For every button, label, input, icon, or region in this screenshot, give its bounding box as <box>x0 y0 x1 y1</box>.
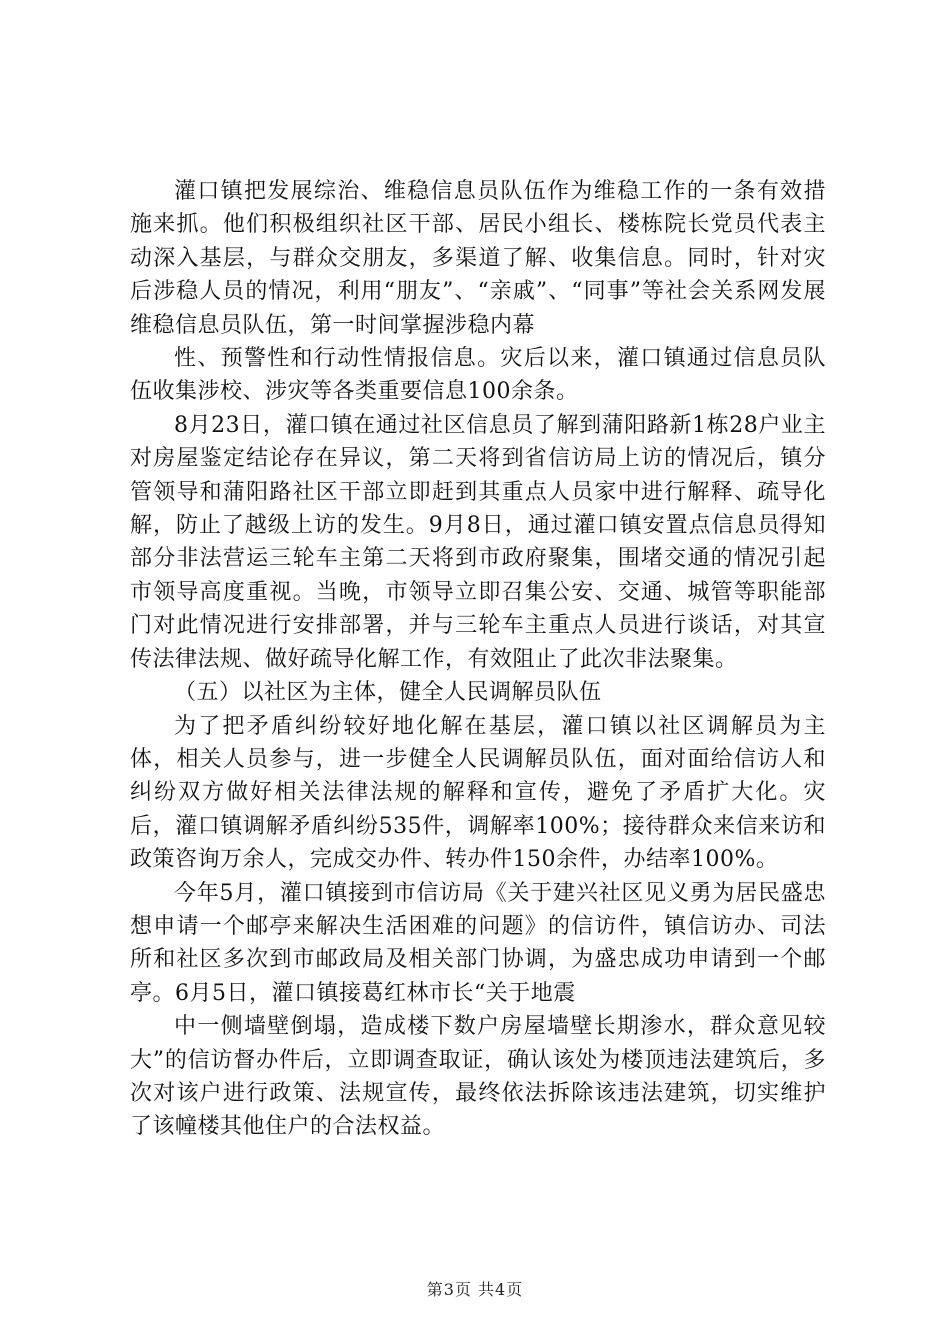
section-heading: （五）以社区为主体，健全人民调解员队伍 <box>174 680 602 706</box>
paragraph: 为了把矛盾纠纷较好地化解在基层，灌口镇以社区调解员为主体，相关人员参与，进一步健全人民调解员队伍，面对面给信访人和纠纷双方做好相关法律法规的解释和宣传，避免了矛盾扩大化。灾后，灌口镇调解矛盾纠纷535件，调解率100%；接待群众来信来访和政策咨询万余人，完成交办件、转办件150余件，办结率100%。 <box>130 713 826 873</box>
paragraph: 中一侧墙壁倒塌，造成楼下数户房屋墙壁长期渗水，群众意见较大”的信访督办件后，立即调查取证，确认该处为楼顶违法建筑后，多次对该户进行政策、法规宣传，最终依法拆除该违法建筑，切实维护了该幢楼其他住户的合法权益。 <box>130 1014 826 1140</box>
document-body <box>130 175 826 1144</box>
paragraph: 今年5月，灌口镇接到市信访局《关于建兴社区见义勇为居民盛忠想申请一个邮亭来解决生活困难的问题》的信访件，镇信访办、司法所和社区多次到市邮政局及相关部门协调，为盛忠成功申请到一个邮亭。6月5日，灌口镇接葛红林市长“关于地震 <box>130 880 826 1006</box>
paragraph: 8月23日，灌口镇在通过社区信息员了解到蒲阳路新1栋28户业主对房屋鉴定结论存在异议，第二天将到省信访局上访的情况后，镇分管领导和蒲阳路社区干部立即赶到其重点人员家中进行解释、疏导化解，防止了越级上访的发生。9月8日，通过灌口镇安置点信息员得知部分非法营运三轮车主第二天将到市政府聚集，围堵交通的情况引起市领导高度重视。当晚，市领导立即召集公安、交通、城管等职能部门对此情况进行安排部署，并与三轮车主重点人员进行谈话，对其宣传法律法规、做好疏导化解工作，有效阻止了此次非法聚集。 <box>130 412 826 672</box>
paragraph: 灌口镇把发展综治、维稳信息员队伍作为维稳工作的一条有效措施来抓。他们积极组织社区干部、居民小组长、楼栋院长党员代表主动深入基层，与群众交朋友，多渠道了解、收集信息。同时，针对灾后涉稳人员的情况，利用“朋友”、“亲戚”、“同事”等社会关系网发展维稳信息员队伍，第一时间掌握涉稳内幕 <box>130 179 826 338</box>
page-number: 第3页 共4页 <box>426 1280 524 1299</box>
paragraph: 性、预警性和行动性情报信息。灾后以来，灌口镇通过信息员队伍收集涉校、涉灾等各类重要信息100余条。 <box>130 346 826 405</box>
